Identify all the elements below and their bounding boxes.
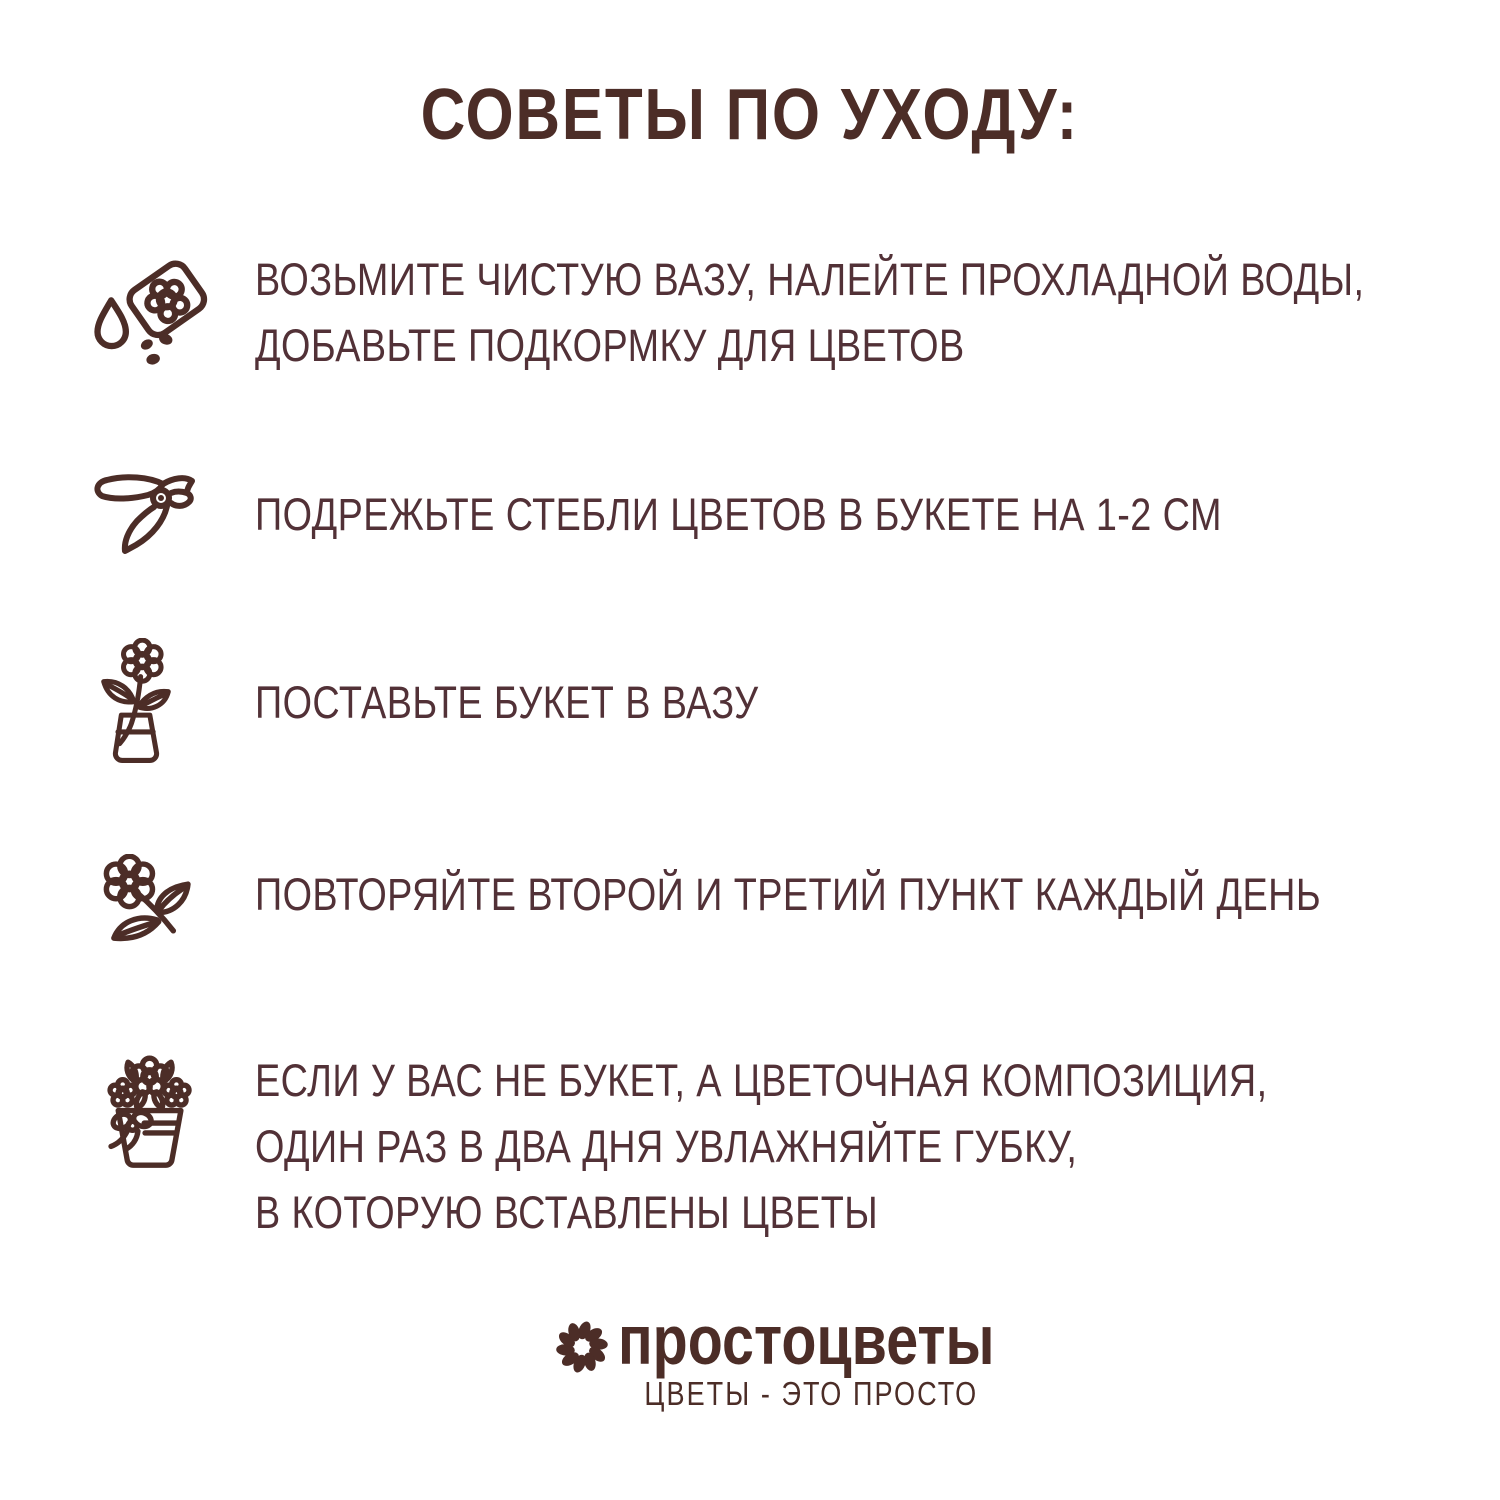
logo-flower-icon [551, 1316, 613, 1378]
tip-text-line: ДОБАВЬТЕ ПОДКОРМКУ ДЛЯ ЦВЕТОВ [255, 319, 965, 371]
brand-tagline: ЦВЕТЫ - ЭТО ПРОСТО [644, 1375, 979, 1412]
tip-row [80, 840, 1460, 950]
brand-name: простоцветы [618, 1301, 995, 1379]
title-wrap [0, 74, 1500, 156]
flower-icon [80, 840, 220, 950]
tip-text-line: ВОЗЬМИТЕ ЧИСТУЮ ВАЗУ, НАЛЕЙТЕ ПРОХЛАДНОЙ ВОДЫ, [255, 253, 1365, 305]
tip-text-line: ЕСЛИ У ВАС НЕ БУКЕТ, А ЦВЕТОЧНАЯ КОМПОЗИЦИЯ, [255, 1055, 1268, 1106]
tip-text [255, 482, 1406, 548]
flower-in-vase-icon [80, 638, 220, 768]
tip-text [255, 247, 1500, 379]
tip-row [80, 633, 1460, 773]
tip-text-line: ПОВТОРЯЙТЕ ВТОРОЙ И ТРЕТИЙ ПУНКТ КАЖДЫЙ ДЕНЬ [255, 869, 1322, 920]
tip-text-line: В КОТОРУЮ ВСТАВЛЕНЫ ЦВЕТЫ [255, 1187, 879, 1238]
tip-text [255, 670, 855, 736]
page-title: СОВЕТЫ ПО УХОДУ: [420, 75, 1080, 155]
tip-row [80, 1047, 1460, 1247]
tip-text-line: ПОДРЕЖЬТЕ СТЕБЛИ ЦВЕТОВ В БУКЕТЕ НА 1-2 СМ [255, 489, 1222, 540]
tip-text-line: ПОСТАВЬТЕ БУКЕТ В ВАЗУ [255, 677, 759, 728]
flower-pot-with-bow-icon [80, 1055, 220, 1176]
tip-text-line: ОДИН РАЗ В ДВА ДНЯ УВЛАЖНЯЙТЕ ГУБКУ, [255, 1121, 1078, 1172]
tip-row [80, 455, 1460, 575]
pruning-shears-icon [80, 465, 220, 565]
tip-row [80, 245, 1460, 380]
tip-text [255, 1048, 1460, 1246]
fertilizer-packet-and-drop-icon [80, 254, 220, 372]
tip-text [255, 862, 1500, 928]
